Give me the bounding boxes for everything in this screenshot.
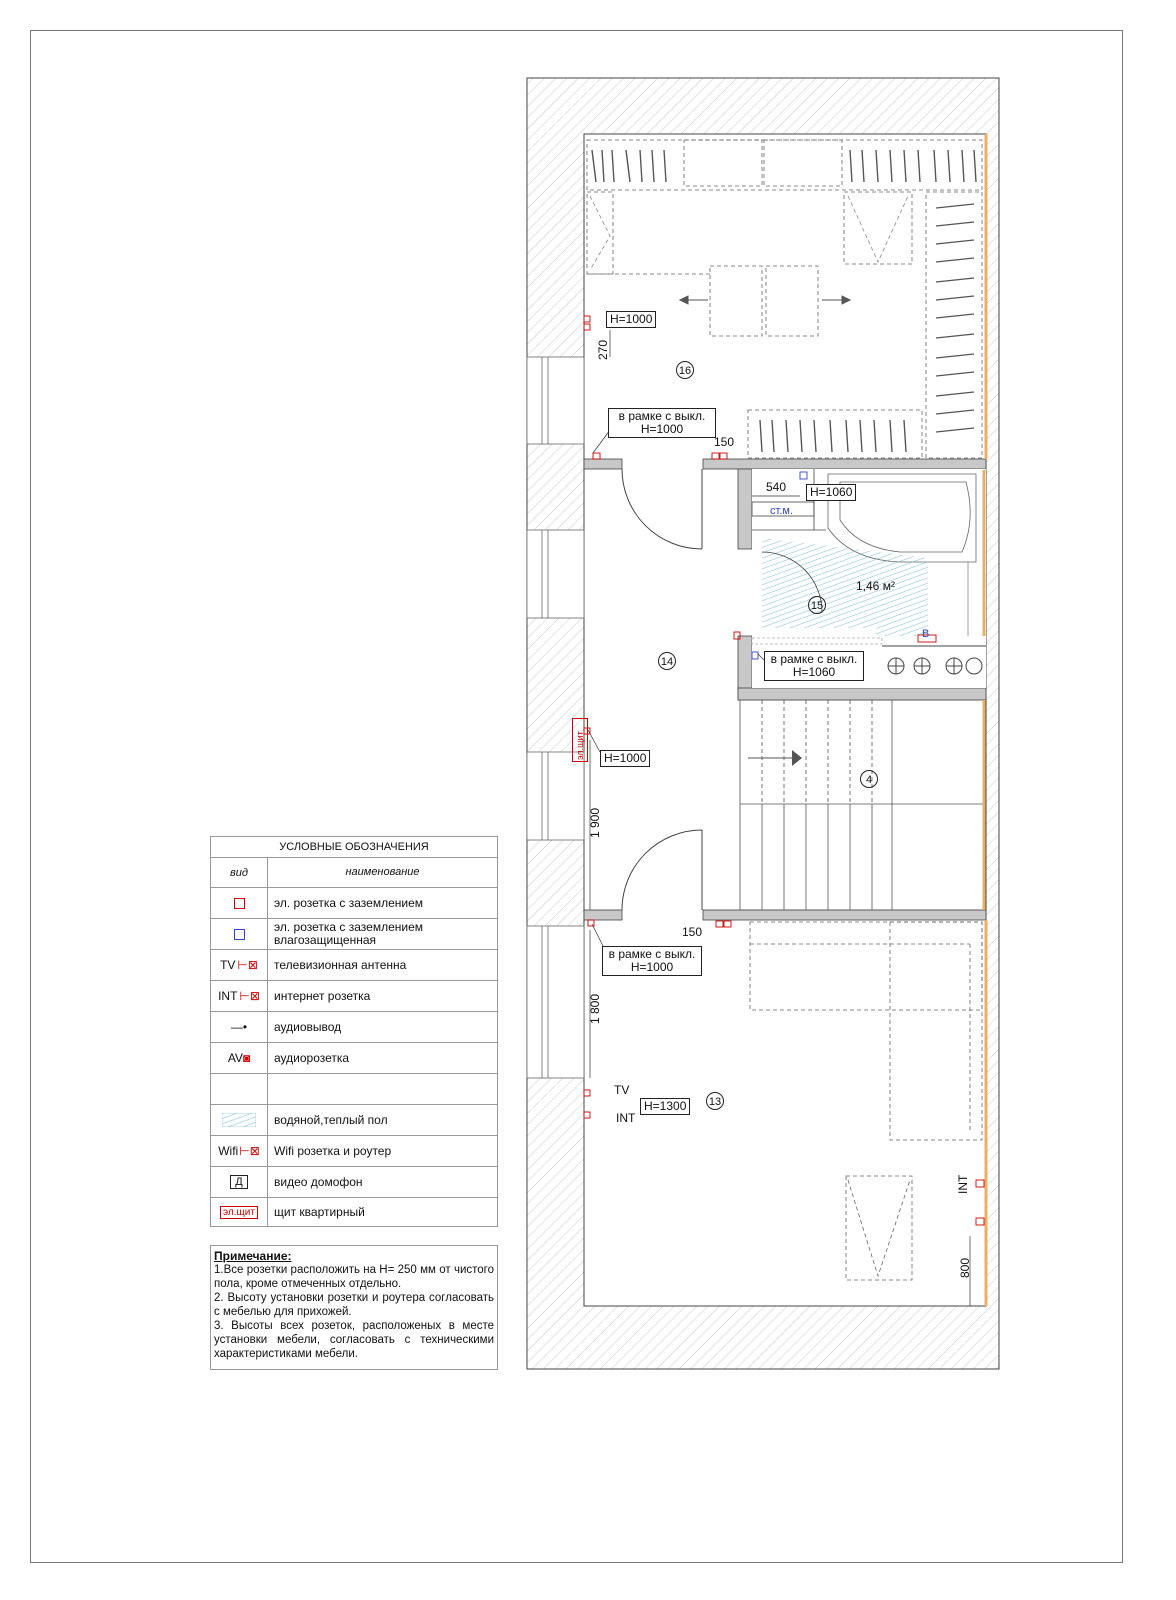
internet-socket-icon: ⊢⊠ — [239, 989, 260, 1003]
room-number-13: 13 — [706, 1092, 724, 1110]
dim-540: 540 — [766, 480, 787, 494]
dim-800: 800 — [958, 1257, 972, 1278]
note-2: 2. Высоту установки розетки и роутера согласовать с мебелью для прихожей. — [214, 1292, 494, 1318]
legend-sym-text: AV — [227, 1051, 243, 1065]
switch-label-15 — [764, 651, 864, 681]
dim-150-bottom: 150 — [682, 925, 703, 939]
socket-icon — [234, 898, 245, 909]
panel-icon: эл.щит — [220, 1206, 258, 1219]
switch-label-15-line1: в рамке с выкл. — [770, 652, 858, 666]
legend-row — [211, 950, 497, 981]
legend-row-empty — [211, 1074, 497, 1105]
legend-row-name: аудиовывод — [274, 1019, 342, 1034]
wifi-socket-icon: ⊢⊠ — [239, 1144, 260, 1158]
legend-row-name: эл. розетка с заземлением влагозащищенная — [274, 920, 423, 947]
legend-row-name: аудиорозетка — [274, 1050, 350, 1065]
legend-col-view: вид — [211, 858, 268, 887]
legend-header-row — [211, 858, 497, 888]
switch-label-13-line1: в рамке с выкл. — [608, 947, 696, 961]
legend-row — [211, 1136, 497, 1167]
legend-row-name: Wifi розетка и роутер — [274, 1143, 392, 1158]
legend-sym-text: TV — [220, 958, 236, 972]
legend-sym-text: INT — [218, 989, 238, 1003]
legend-row-name: эл. розетка с заземлением — [274, 895, 423, 910]
room-number-15: 15 — [808, 596, 826, 614]
legend-row — [211, 919, 497, 950]
legend-row — [211, 1105, 497, 1136]
height-label-hall: H=1000 — [600, 750, 650, 767]
height-label-top: H=1000 — [606, 311, 656, 328]
audio-output-icon: —• — [230, 1020, 248, 1034]
int-label-right: INT — [956, 1174, 970, 1194]
wet-socket-icon — [234, 929, 245, 940]
notes-box — [210, 1245, 498, 1370]
tv-label: TV — [614, 1083, 630, 1097]
switch-label-15-line2: H=1060 — [792, 665, 836, 679]
legend-col-name: наименование — [345, 866, 420, 878]
audio-socket-icon: ◙ — [242, 1051, 251, 1065]
legend-row-name: интернет розетка — [274, 988, 371, 1003]
legend-sym-text: Wifi — [218, 1144, 239, 1158]
b-mark: В — [922, 628, 930, 640]
intercom-icon: Д — [230, 1175, 247, 1189]
switch-label-16 — [608, 408, 716, 438]
legend-row-name: щит квартирный — [274, 1204, 365, 1219]
height-label-1300: H=1300 — [640, 1098, 690, 1115]
area-label: 1,46 м² — [856, 579, 895, 593]
legend-row — [211, 981, 497, 1012]
legend-title: УСЛОВНЫЕ ОБОЗНАЧЕНИЯ — [211, 837, 497, 858]
legend-row — [211, 888, 497, 919]
legend-row-name: водяной,теплый пол — [274, 1112, 388, 1127]
note-1: 1.Все розетки расположить на H= 250 мм от чистого пола, кроме отмеченных отдельно. — [214, 1264, 494, 1290]
legend-row — [211, 1167, 497, 1198]
washer-label: ст.м. — [770, 505, 793, 517]
dim-150-top: 150 — [714, 435, 735, 449]
int-label: INT — [616, 1111, 636, 1125]
antenna-icon: ⊢⊠ — [237, 958, 258, 972]
dim-1800: 1 800 — [588, 993, 602, 1024]
notes-title: Примечание: — [214, 1249, 292, 1263]
electrical-panel — [572, 718, 588, 762]
switch-label-16-line2: H=1000 — [640, 422, 684, 436]
legend-row — [211, 1198, 497, 1226]
dim-270: 270 — [596, 339, 610, 360]
electrical-panel-label: эл.щит — [575, 731, 585, 760]
legend-row-name: телевизионная антенна — [274, 957, 407, 972]
room-number-16: 16 — [676, 361, 694, 379]
legend-row — [211, 1012, 497, 1043]
legend-row-name: видео домофон — [274, 1174, 363, 1189]
switch-label-16-line1: в рамке с выкл. — [618, 409, 706, 423]
legend-row — [211, 1043, 497, 1074]
floor-heating-icon — [222, 1113, 256, 1127]
switch-label-13-line2: H=1000 — [630, 960, 674, 974]
height-label-bath: H=1060 — [806, 484, 856, 501]
dim-1900: 1 900 — [588, 807, 602, 838]
switch-label-13 — [602, 946, 702, 976]
room-number-4: 4 — [860, 770, 878, 788]
note-3: 3. Высоты всех розеток, расположеных в месте установки мебели, согласовать с техническими характеристиками мебели. — [214, 1320, 494, 1360]
legend-table — [210, 836, 498, 1227]
room-number-14: 14 — [658, 652, 676, 670]
